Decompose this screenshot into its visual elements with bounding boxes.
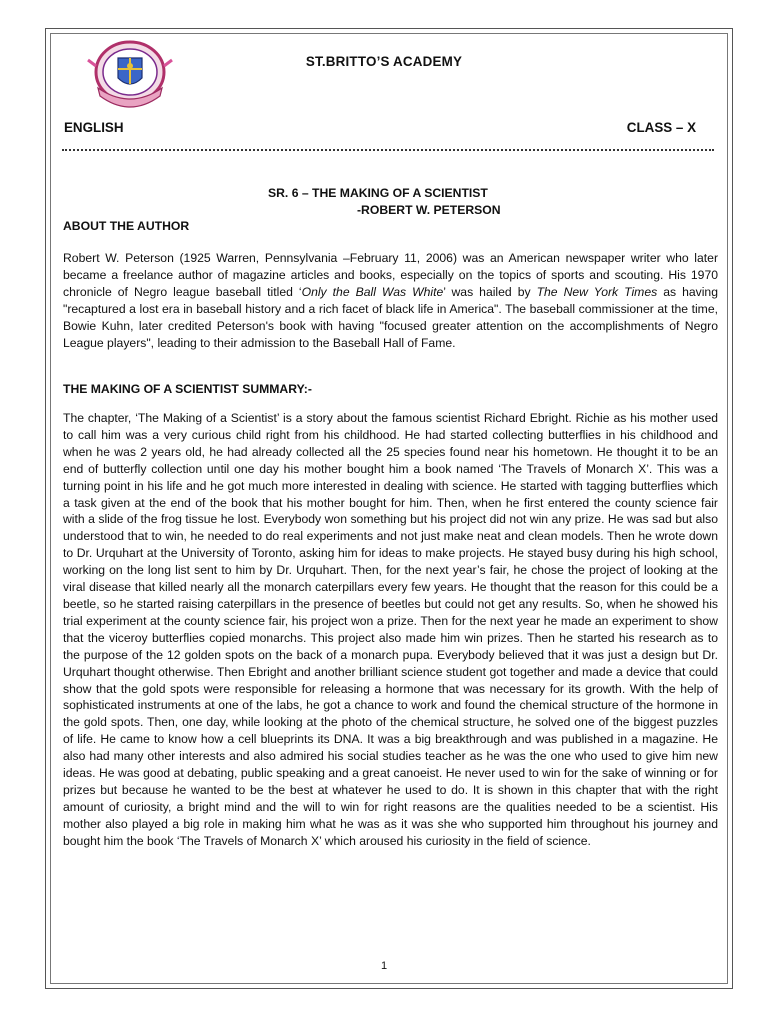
school-crest-logo <box>80 36 180 116</box>
summary-paragraph: The chapter, ‘The Making of a Scientist’ is a story about the famous scientist Richard Ebright. Richie as his mother used to call him was a very curious child right from his childhood. He had started collecting butterflies in his childhood and when he was 2 years old, he had already collected all the 25 species found near his hometown. He thought it to be an end of butterfly collection until one day his mother bought him a book named ‘The Travels of Monarch X’. This was a turning point in his life and he got much more interested in dealing with science. He started with tagging butterflies which a task given at the end of the book that his mother bought for him. Then, when he first entered the county science fair with a slide of the frog tissue he lost. Everybody won something but his project did not win any prize. He was sad but also understood that to win, he needed to do real experiments and not just make neat and clean models. Then he wrote down to Dr. Urquhart at the University of Toronto, asking him for ideas to make projects. He stayed busy during his high school, working on the long list sent to him by Dr. Urquhart. Then, for the next year’s fair, he chose the project of looking at the viral disease that killed nearly all the monarch caterpillars every few years. He thought that the reason for this could be a beetle, so he started raising caterpillars in the presence of beetles but could not get any results. So, when he showed his trial experiment at the county science fair, his project won a prize. Then for the next year he made an experiment to show that the viceroy butterflies copied monarchs. This project also made him win prizes. Then he started his research as to the purpose of the 12 golden spots on the back of a monarch pupa. Everybody believed that it was just a design but Dr. Urquhart thought otherwise. Then Ebright and another brilliant science student got together and made a device that could show that the gold spots were responsible for releasing a hormone that was necessary for its growth. With the help of sophisticated instruments at one of the labs, he got a chance to work and found the chemical structure of the hormone in the gold spots. Then, one day, while looking at the photo of the chemical structure, he solved one of the biggest puzzles of life. He came to know how a cell blueprints its DNA. It was a big breakthrough and was published in a magazine. He also had many other interests and also admired his social studies teacher as he was the one who used to give him new ideas. He was good at debating, public speaking and a great canoeist. He never used to win for the sake of winning or for prizes but because he wanted to be the best at whatever he used to do. It is shown in this chapter that with the right amount of curiosity, a bright mind and the will to win for right reasons are the qualities needed to be a scientist. His mother also played a big role in making him what he was as it was she who supported him throughout his journey and bought him the book ‘The Travels of Monarch X’ which aroused his curiosity in the field of science. <box>63 411 718 848</box>
subject-label: ENGLISH <box>64 120 124 135</box>
about-author-paragraph <box>63 250 718 351</box>
about-text-middle: ’ was hailed by <box>443 284 537 299</box>
page-number: 1 <box>380 960 388 972</box>
chapter-author: -ROBERT W. PETERSON <box>357 203 501 217</box>
about-text-end: as having "recaptured a lost era in baseball history and a rich facet of black life in America". The baseball commissioner at the time, Bowie Kuhn, later credited Peterson's book with having "focused greater attention on the accomplishments of Negro League players", leading to their admission to the Baseball Hall of Fame. <box>63 284 718 350</box>
newspaper-title: The New York Times <box>536 284 658 299</box>
class-label: CLASS – X <box>626 120 696 135</box>
about-author-heading: ABOUT THE AUTHOR <box>63 219 190 233</box>
book-title: Only the Ball Was White <box>301 284 444 299</box>
about-text-start: Robert W. Peterson (1925 Warren, Pennsylvania –February 11, 2006) was an American newspaper writer who later became a freelance author of magazine articles and books, especially on the topics of sports and scouting. His 1970 chronicle of Negro league baseball titled ‘ <box>63 251 718 299</box>
chapter-title: SR. 6 – THE MAKING OF A SCIENTIST <box>268 186 488 200</box>
dotted-divider <box>62 149 714 151</box>
school-name: ST.BRITTO’S ACADEMY <box>305 54 463 69</box>
summary-heading: THE MAKING OF A SCIENTIST SUMMARY:- <box>63 382 312 396</box>
